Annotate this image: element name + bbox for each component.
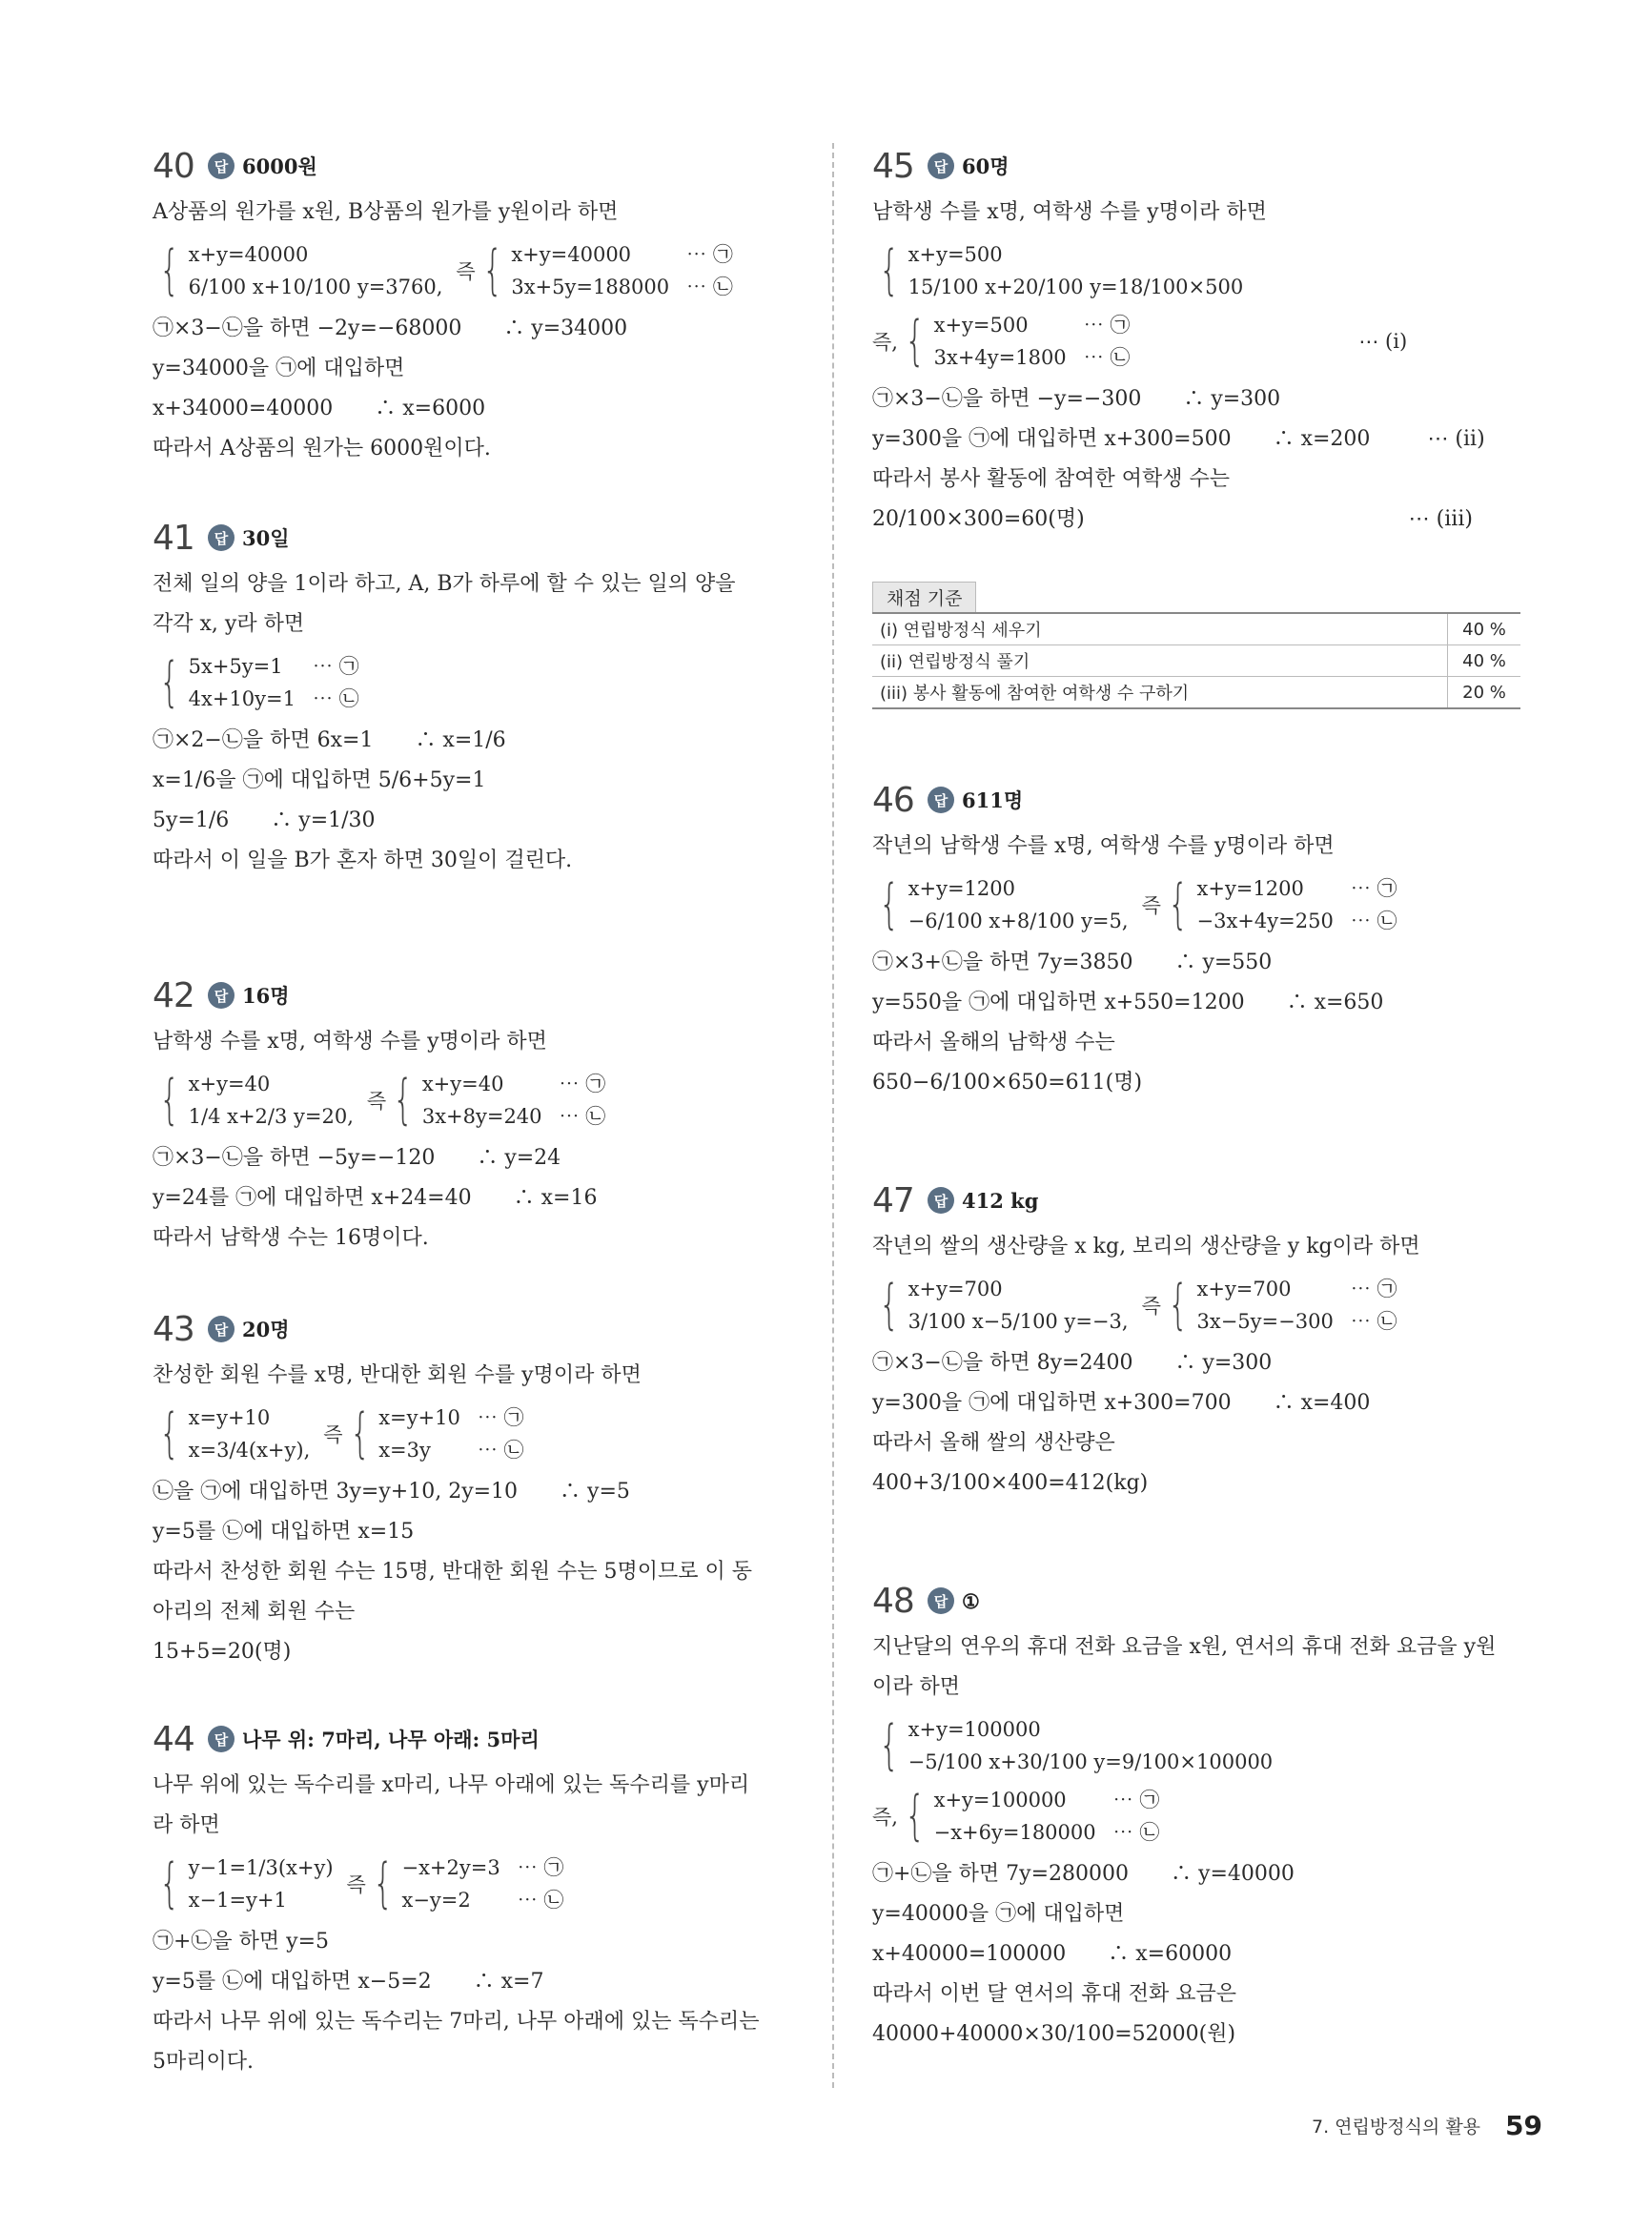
column-divider <box>832 143 834 2088</box>
text-line: 5마리이다. <box>153 2050 254 2074</box>
answer: 30일 <box>242 526 290 550</box>
equation-system: 즉, { x+y=100000 −x+6y=180000 ⋯ ㉠ ⋯ ㉡ <box>872 1785 1160 1847</box>
answer-badge: 답 <box>928 1587 954 1614</box>
text-line: ㉠+㉡을 하면 7y=280000 ∴ y=40000 <box>872 1862 1295 1886</box>
text-line: 따라서 이 일을 B가 혼자 하면 30일이 걸린다. <box>153 849 573 872</box>
answer: 나무 위: 7마리, 나무 아래: 5마리 <box>242 1728 540 1751</box>
text-line: 남학생 수를 x명, 여학생 수를 y명이라 하면 <box>153 1030 547 1054</box>
text-line: y=300을 ㉠에 대입하면 x+300=700 ∴ x=400 <box>872 1391 1371 1415</box>
equation-system: { x+y=40000 6/100 x+10/100 y=3760, 즉 { x+y=40000 3x+5y=188000 ⋯ ㉠ ⋯ ㉡ <box>159 239 733 301</box>
text-line: 650−6/100×650=611(명) <box>872 1071 1143 1095</box>
text-line: y=24를 ㉠에 대입하면 x+24=40 ∴ x=16 <box>153 1186 598 1210</box>
answer: 20명 <box>242 1318 290 1341</box>
answer: 6000원 <box>242 154 317 178</box>
answer: 611명 <box>962 788 1024 812</box>
text-line: 따라서 이번 달 연서의 휴대 전화 요금은 <box>872 1982 1236 2006</box>
answer-badge: 답 <box>928 1187 954 1214</box>
text-line: ㉠×2−㉡을 하면 6x=1 ∴ x=1/6 <box>153 728 506 752</box>
score-tab: 채점 기준 <box>872 582 976 612</box>
equation-system: { x+y=100000 −5/100 x+30/100 y=9/100×100000 <box>879 1714 1274 1776</box>
problem-47 <box>872 1177 1530 1504</box>
text-line: ㉠×3+㉡을 하면 7y=3850 ∴ y=550 <box>872 951 1273 974</box>
text-line: A상품의 원가를 x원, B상품의 원가를 y원이라 하면 <box>153 200 619 224</box>
problem-number: 43 <box>153 1309 194 1349</box>
equation-system: { x+y=700 3/100 x−5/100 y=−3, 즉 { x+y=700 3x−5y=−300 ⋯ ㉠ ⋯ ㉡ <box>879 1274 1397 1336</box>
problem-48 <box>872 1578 1530 2055</box>
page-number: 59 <box>1505 2110 1542 2141</box>
text-line: ㉠×3−㉡을 하면 −y=−300 ∴ y=300 <box>872 387 1281 411</box>
chapter-title: 7. 연립방정식의 활용 <box>1311 2117 1481 2138</box>
problem-43 <box>153 1306 820 1672</box>
text-line: 작년의 쌀의 생산량을 x kg, 보리의 생산량을 y kg이라 하면 <box>872 1235 1420 1258</box>
score-mark: ⋯ (iii) <box>1408 507 1473 531</box>
table-row: (ii) 연립방정식 풀기 40 % <box>872 645 1520 677</box>
problem-number: 42 <box>153 975 194 1015</box>
answer-badge: 답 <box>208 982 235 1009</box>
problem-number: 45 <box>872 146 914 186</box>
text-line: x+34000=40000 ∴ x=6000 <box>153 397 486 420</box>
text-line: 따라서 봉사 활동에 참여한 여학생 수는 <box>872 467 1230 491</box>
text-line: y=300을 ㉠에 대입하면 x+300=500 ∴ x=200 ⋯ (ii) <box>872 427 1485 451</box>
text-line: y=40000을 ㉠에 대입하면 <box>872 1902 1125 1926</box>
answer-badge: 답 <box>928 153 954 179</box>
text-line: ㉡을 ㉠에 대입하면 3y=y+10, 2y=10 ∴ y=5 <box>153 1480 630 1504</box>
problem-number: 48 <box>872 1581 914 1621</box>
problem-number: 47 <box>872 1180 914 1220</box>
text-line: x=1/6을 ㉠에 대입하면 5/6+5y=1 <box>153 768 486 792</box>
text-line: 이라 하면 <box>872 1675 961 1699</box>
score-mark: ⋯ (i) <box>1358 330 1408 353</box>
answer: 60명 <box>962 154 1010 178</box>
text-line: 15+5=20(명) <box>153 1640 292 1664</box>
equation-system: { x=y+10 x=3/4(x+y), 즉 { x=y+10 x=3y ⋯ ㉠ ⋯ ㉡ <box>159 1402 524 1464</box>
problem-number: 44 <box>153 1719 194 1759</box>
text-line: 나무 위에 있는 독수리를 x마리, 나무 아래에 있는 독수리를 y마리 <box>153 1773 750 1797</box>
text-line: 따라서 올해 쌀의 생산량은 <box>872 1431 1115 1455</box>
text-line: 따라서 A상품의 원가는 6000원이다. <box>153 437 491 460</box>
text-line: 따라서 남학생 수는 16명이다. <box>153 1226 429 1250</box>
equation-system: { x+y=500 15/100 x+20/100 y=18/100×500 <box>879 239 1244 301</box>
problem-number: 41 <box>153 518 194 558</box>
text-line: 남학생 수를 x명, 여학생 수를 y명이라 하면 <box>872 200 1267 224</box>
equation-system: { x+y=40 1/4 x+2/3 y=20, 즉 { x+y=40 3x+8y=240 ⋯ ㉠ ⋯ ㉡ <box>159 1069 606 1131</box>
text-line: y=5를 ㉡에 대입하면 x=15 <box>153 1520 415 1544</box>
equation-system: 즉, { x+y=500 3x+4y=1800 ⋯ ㉠ ⋯ ㉡ ⋯ (i) <box>872 310 1408 372</box>
equation-system: { y−1=1/3(x+y) x−1=y+1 즉 { −x+2y=3 x−y=2 ⋯ ㉠ ⋯ ㉡ <box>159 1852 564 1914</box>
text-line: 아리의 전체 회원 수는 <box>153 1600 356 1624</box>
text-line: 찬성한 회원 수를 x명, 반대한 회원 수를 y명이라 하면 <box>153 1363 642 1387</box>
text-line: 지난달의 연우의 휴대 전화 요금을 x원, 연서의 휴대 전화 요금을 y원 <box>872 1635 1497 1659</box>
problem-45 <box>872 143 1530 540</box>
text-line: ㉠×3−㉡을 하면 −2y=−68000 ∴ y=34000 <box>153 317 628 340</box>
equation-system: { x+y=1200 −6/100 x+8/100 y=5, 즉 { x+y=1200 −3x+4y=250 ⋯ ㉠ ⋯ ㉡ <box>879 873 1397 935</box>
answer: 412 kg <box>962 1188 1039 1213</box>
problem-44 <box>153 1716 820 2082</box>
text-line: 5y=1/6 ∴ y=1/30 <box>153 808 376 832</box>
text-line: 20/100×300=60(명) ⋯ (iii) <box>872 507 1473 531</box>
text-line: 라 하면 <box>153 1813 220 1837</box>
table-row: (iii) 봉사 활동에 참여한 여학생 수 구하기 20 % <box>872 677 1520 709</box>
score-mark: ⋯ (ii) <box>1427 427 1485 451</box>
text-line: ㉠×3−㉡을 하면 −5y=−120 ∴ y=24 <box>153 1146 561 1170</box>
problem-40 <box>153 143 820 469</box>
text-line: y=34000을 ㉠에 대입하면 <box>153 357 405 380</box>
scoring-criteria-table <box>872 582 1520 709</box>
text-line: ㉠+㉡을 하면 y=5 <box>153 1930 330 1954</box>
text-line: y=550을 ㉠에 대입하면 x+550=1200 ∴ x=650 <box>872 991 1384 1014</box>
answer: 16명 <box>242 984 290 1008</box>
answer-badge: 답 <box>208 1316 235 1342</box>
text-line: ㉠×3−㉡을 하면 8y=2400 ∴ y=300 <box>872 1351 1273 1375</box>
answer: ① <box>962 1588 980 1613</box>
answer-badge: 답 <box>208 524 235 551</box>
table-row: (i) 연립방정식 세우기 40 % <box>872 613 1520 645</box>
problem-41 <box>153 515 820 881</box>
problem-number: 40 <box>153 146 194 186</box>
page-footer <box>1312 2110 1542 2141</box>
text-line: 따라서 올해의 남학생 수는 <box>872 1031 1115 1054</box>
text-line: 40000+40000×30/100=52000(원) <box>872 2022 1236 2046</box>
answer-badge: 답 <box>208 153 235 179</box>
text-line: x+40000=100000 ∴ x=60000 <box>872 1942 1233 1966</box>
problem-number: 46 <box>872 780 914 820</box>
text-line: 400+3/100×400=412(kg) <box>872 1471 1149 1495</box>
problem-46 <box>872 777 1530 1103</box>
answer-badge: 답 <box>928 787 954 813</box>
equation-system: { 5x+5y=1 4x+10y=1 ⋯ ㉠ ⋯ ㉡ <box>159 651 359 713</box>
text-line: 따라서 찬성한 회원 수는 15명, 반대한 회원 수는 5명이므로 이 동 <box>153 1560 752 1584</box>
text-line: 각각 x, y라 하면 <box>153 612 305 636</box>
text-line: 따라서 나무 위에 있는 독수리는 7마리, 나무 아래에 있는 독수리는 <box>153 2010 760 2034</box>
text-line: 작년의 남학생 수를 x명, 여학생 수를 y명이라 하면 <box>872 834 1335 858</box>
text-line: y=5를 ㉡에 대입하면 x−5=2 ∴ x=7 <box>153 1970 544 1994</box>
problem-42 <box>153 972 820 1258</box>
text-line: 전체 일의 양을 1이라 하고, A, B가 하루에 할 수 있는 일의 양을 <box>153 572 736 596</box>
answer-badge: 답 <box>208 1726 235 1752</box>
